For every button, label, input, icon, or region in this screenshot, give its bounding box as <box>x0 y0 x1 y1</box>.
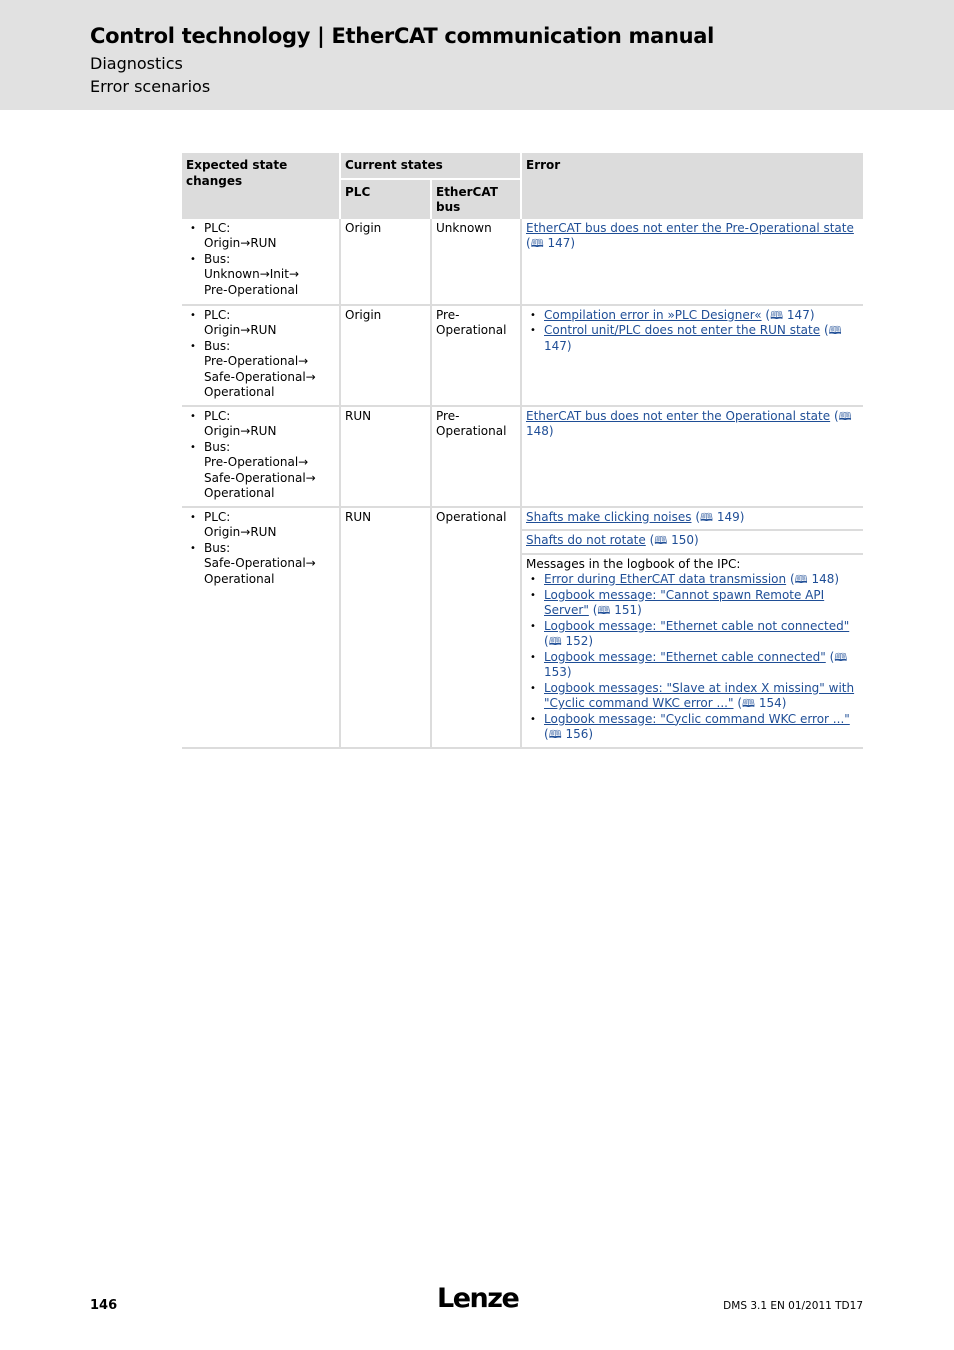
error-link[interactable]: EtherCAT bus does not enter the Operational state <box>526 408 831 423</box>
book-icon: 🕮 <box>700 510 713 524</box>
bus-state-cell: Pre- Operational <box>431 305 521 406</box>
list-item: • Bus: Safe-Operational→ Operational <box>204 541 335 588</box>
table-row <box>182 406 863 507</box>
list-item: • Bus: Unknown→Init→ Pre-Operational <box>204 252 335 299</box>
error-link[interactable]: Logbook messages: "Slave at index X missing" with "Cyclic command WKC error ..." <box>544 680 855 710</box>
list-item: • Error during EtherCAT data transmission (🕮 148) <box>544 572 859 588</box>
section-title: Diagnostics <box>90 54 183 73</box>
header-current-states: Current states <box>340 153 521 179</box>
error-link[interactable]: Control unit/PLC does not enter the RUN state <box>544 323 821 337</box>
list-item: • Control unit/PLC does not enter the RUN state (🕮 147) <box>544 323 859 354</box>
error-cell: EtherCAT bus does not enter the Pre-Operational state (🕮 147) <box>521 219 863 305</box>
plc-state-cell: Origin <box>340 305 431 406</box>
error-link[interactable]: Logbook message: "Ethernet cable connected" <box>544 649 826 664</box>
header-error: Error <box>521 153 863 219</box>
list-item: • Compilation error in »PLC Designer« (🕮 147) <box>544 308 859 324</box>
document-title: Control technology | EtherCAT communication manual <box>90 24 715 48</box>
expected-changes-cell <box>182 305 340 406</box>
lenze-logo: Lenze <box>437 1283 519 1314</box>
list-item: • PLC: Origin→RUN <box>204 409 335 440</box>
expected-changes-cell <box>182 507 340 748</box>
error-link[interactable]: Compilation error in »PLC Designer« <box>544 307 762 322</box>
error-link[interactable]: Logbook message: "Ethernet cable not connected" <box>544 618 850 633</box>
error-link[interactable]: Shafts do not rotate <box>526 533 646 547</box>
bus-state-cell: Pre- Operational <box>431 406 521 507</box>
table-row <box>182 219 863 305</box>
error-link[interactable]: EtherCAT bus does not enter the Pre-Operational state <box>526 220 854 235</box>
page-header <box>0 0 954 110</box>
header-expected-state-changes: Expected state changes <box>182 153 340 219</box>
error-link[interactable]: Logbook message: "Cyclic command WKC error ..." <box>544 711 850 726</box>
list-item: • Logbook message: "Cyclic command WKC error ..." (🕮 156) <box>544 712 859 743</box>
book-icon: 🕮 <box>838 409 852 423</box>
error-cell: Shafts make clicking noises (🕮 149) <box>521 507 863 531</box>
list-item: • Logbook message: "Ethernet cable connected" (🕮 153) <box>544 650 859 681</box>
error-scenarios-table <box>182 153 863 749</box>
logbook-intro: Messages in the logbook of the IPC: <box>526 556 741 571</box>
list-item: • PLC: Origin→RUN <box>204 221 335 252</box>
error-link[interactable]: Error during EtherCAT data transmission <box>544 572 787 586</box>
bus-state-cell: Operational <box>431 507 521 748</box>
book-icon: 🕮 <box>828 324 842 337</box>
error-cell: EtherCAT bus does not enter the Operational state (🕮 148) <box>521 406 863 507</box>
list-item: • PLC: Origin→RUN <box>204 308 335 339</box>
document-id: DMS 3.1 EN 01/2011 TD17 <box>723 1300 863 1312</box>
header-plc: PLC <box>340 179 431 219</box>
book-icon: 🕮 <box>742 697 755 710</box>
expected-changes-cell <box>182 219 340 305</box>
book-icon: 🕮 <box>548 635 562 648</box>
error-cell <box>521 554 863 748</box>
error-cell <box>521 305 863 406</box>
book-icon: 🕮 <box>834 650 848 664</box>
page-number: 146 <box>90 1298 118 1313</box>
book-icon: 🕮 <box>530 237 544 250</box>
book-icon: 🕮 <box>794 573 808 586</box>
plc-state-cell: Origin <box>340 219 431 305</box>
list-item: • PLC: Origin→RUN <box>204 510 335 541</box>
book-icon: 🕮 <box>548 728 562 741</box>
error-link[interactable]: Shafts make clicking noises <box>526 509 692 524</box>
book-icon: 🕮 <box>654 534 668 547</box>
list-item: • Bus: Pre-Operational→ Safe-Operational→ Operational <box>204 440 335 502</box>
list-item: • Logbook message: "Ethernet cable not connected" (🕮 152) <box>544 619 859 650</box>
subsection-title: Error scenarios <box>90 77 211 96</box>
header-ethercat-bus: EtherCAT bus <box>431 179 521 219</box>
table-row <box>182 507 863 531</box>
plc-state-cell: RUN <box>340 406 431 507</box>
expected-changes-cell <box>182 406 340 507</box>
bus-state-cell: Unknown <box>431 219 521 305</box>
book-icon: 🕮 <box>770 308 784 322</box>
plc-state-cell: RUN <box>340 507 431 748</box>
list-item: • Bus: Pre-Operational→ Safe-Operational→ Operational <box>204 339 335 401</box>
book-icon: 🕮 <box>597 604 611 617</box>
table-row <box>182 305 863 406</box>
error-cell: Shafts do not rotate (🕮 150) <box>521 530 863 554</box>
list-item: • Logbook messages: "Slave at index X missing" with "Cyclic command WKC error ..." (🕮 154) <box>544 681 859 712</box>
error-link[interactable]: Logbook message: "Cannot spawn Remote API Server" <box>544 587 825 617</box>
list-item: • Logbook message: "Cannot spawn Remote API Server" (🕮 151) <box>544 588 859 619</box>
